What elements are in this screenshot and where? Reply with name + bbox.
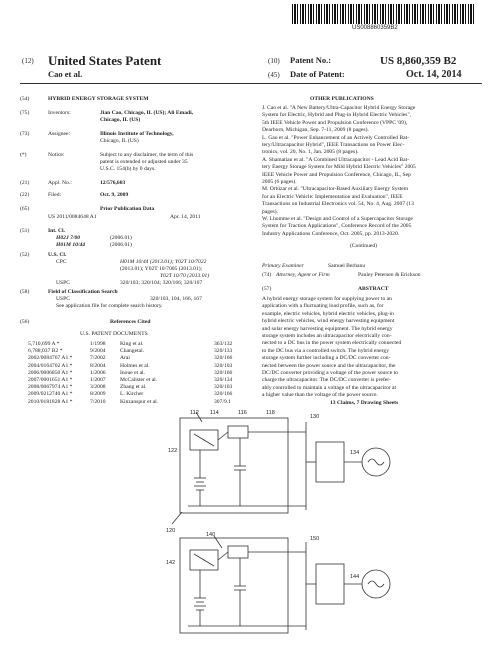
barcode-number: US008860359B2 bbox=[352, 25, 398, 31]
abstract-line: charge the ultracapacitor. The DC/DC converter is prefer- bbox=[262, 377, 391, 384]
patent-no-code: (10) bbox=[268, 57, 280, 65]
reference-cl: 320/103 bbox=[214, 362, 233, 369]
appl-number: 12/576,603 bbox=[100, 180, 126, 186]
invention-title: HYBRID ENERGY STORAGE SYSTEM bbox=[48, 96, 149, 102]
notice-label: Notice: bbox=[48, 152, 65, 158]
prior-pub: US 2011/0084648 A1 bbox=[48, 214, 97, 220]
switch-block-2 bbox=[228, 546, 248, 558]
publication-line: System for Traction Applications", Conference Record of the 2005 bbox=[262, 223, 412, 230]
examiner-name: Samuel Berhanu bbox=[328, 263, 366, 269]
uscl-code: (52) bbox=[20, 252, 30, 258]
reference-date: 1/1998 bbox=[90, 341, 106, 347]
reference-date: 7/2010 bbox=[90, 398, 106, 405]
prior-code: (65) bbox=[20, 206, 30, 212]
publication-line: M. Ortúzar et al. "Ultracapacitor-Based Auxiliary Energy System bbox=[262, 186, 409, 193]
attorney-label: Attorney, Agent or Firm bbox=[276, 272, 330, 278]
inventor-short: Cao et al. bbox=[48, 69, 83, 79]
publication-line: Transactions on Industrial Electronics vol. 54, No. 4, Aug. 2007 (13 bbox=[262, 201, 414, 208]
assignee-label: Assignee: bbox=[48, 131, 71, 137]
reference-name: L. Kircher bbox=[120, 391, 144, 398]
intcl-1: H02J 7/00 bbox=[56, 235, 81, 241]
ref-142: 142 bbox=[166, 560, 176, 566]
reference-cl: 320/166 bbox=[214, 355, 233, 362]
reference-name: Changetal. bbox=[120, 348, 145, 355]
patent-title: United States Patent bbox=[48, 53, 162, 68]
publication-line: IEEE Vehicle Power and Propulsion Conference, Chicago, IL, Sep bbox=[262, 171, 411, 178]
abstract-line: nected between the power source and the ultracapacitor, the bbox=[262, 362, 396, 369]
publication-line: tery/Ultracapacitor Hybrid", IEEE Transactions on Power Elec- bbox=[262, 142, 405, 148]
examiner-label: Primary Examiner bbox=[262, 263, 304, 269]
reference-name: McCalister et al. bbox=[120, 377, 158, 383]
refs-heading: References Cited bbox=[110, 319, 151, 325]
reference-name: Inoue et al. bbox=[120, 369, 146, 376]
filed-date: Oct. 9, 2009 bbox=[100, 192, 129, 198]
reference-row bbox=[28, 370, 248, 377]
reference-no: 6,788,037 B2 * bbox=[28, 348, 63, 355]
cpc-line-2: (2013.01); Y02T 10/7005 (2013.01); bbox=[120, 266, 203, 272]
reference-date: 9/2004 bbox=[90, 348, 106, 355]
abstract-line: application with a fluctuating load profile, such as, for bbox=[262, 303, 384, 310]
reference-no: 5,710,699 A * bbox=[28, 341, 60, 347]
field-label: Field of Classification Search bbox=[48, 289, 118, 295]
reference-name: Kinzanspur et al. bbox=[120, 398, 159, 405]
inverter-block bbox=[316, 442, 344, 482]
intcl-2-date: (2006.01) bbox=[110, 242, 132, 248]
inventors-code: (75) bbox=[20, 110, 30, 116]
abstract-code: (57) bbox=[262, 286, 272, 292]
country-code: (12) bbox=[22, 57, 34, 65]
reference-no: 2004/0164702 A1 * bbox=[28, 362, 73, 369]
continued-note: (Continued) bbox=[350, 243, 378, 249]
publication-line: A. Shamatian et al. "A Combined Ultracapacitor - Lead Acid Bat- bbox=[262, 156, 410, 163]
representative-drawing bbox=[110, 408, 410, 638]
intcl-2: H01M 10/44 bbox=[56, 242, 86, 248]
reference-no: 2007/0001651 A1 * bbox=[28, 377, 73, 383]
inventors-line-1: Jian Cao, Chicago, IL (US); Ali Emadi, bbox=[100, 110, 194, 116]
reference-name: Holmes et al. bbox=[120, 362, 150, 369]
notice-code: (*) bbox=[20, 152, 27, 158]
abstract-line: and solar energy harvesting equipment. The hybrid energy bbox=[262, 325, 393, 332]
abstract-line: hybrid electric vehicles, wind energy harvesting equipment bbox=[262, 318, 395, 325]
reference-no: 2010/0181828 A1 * bbox=[28, 398, 73, 405]
ref-150: 150 bbox=[310, 536, 320, 542]
publication-line: Industry Applications Conference, Oct. 2005, pp. 2013-2020. bbox=[262, 230, 400, 237]
attorney-name: Pauley Petersen & Erickson bbox=[358, 272, 421, 278]
uspc-value: 320/103; 320/104; 320/166; 320/167 bbox=[120, 280, 203, 286]
abstract-line: storage system includes an ultracapacitor electrically con- bbox=[262, 333, 392, 339]
reference-date: 3/2008 bbox=[90, 384, 106, 391]
publication-line: for an Electric Vehicle: Implementation and Evaluation", IEEE bbox=[262, 193, 403, 200]
reference-cl: 320/134 bbox=[214, 377, 233, 383]
publication-line: System for Electric, Hybrid and Plug-in Hybrid Electric Vehicles", bbox=[262, 112, 412, 119]
ref-120: 120 bbox=[166, 528, 176, 534]
reference-name: King et al. bbox=[120, 341, 144, 347]
inventors-label: Inventors: bbox=[48, 110, 71, 116]
publication-line: tronics, vol. 20, No. 1, Jan. 2005 (8 pages). bbox=[262, 149, 359, 156]
reference-date: 8/2009 bbox=[90, 391, 106, 398]
appl-code: (21) bbox=[20, 180, 30, 186]
reference-cl: 320/166 bbox=[214, 391, 233, 398]
reference-row bbox=[28, 391, 248, 398]
abstract-line: storage system further including a DC/DC converter con- bbox=[262, 355, 391, 362]
abstract-line: nected to a DC bus in the power system electrically connected bbox=[262, 340, 402, 347]
intcl-label: Int. Cl. bbox=[48, 228, 65, 234]
field-code: (58) bbox=[20, 289, 30, 295]
header-rule bbox=[20, 83, 482, 84]
reference-name: Zhang et al. bbox=[120, 384, 147, 391]
abstract-line: ably controlled to maintain a voltage of the ultracapacitor at bbox=[262, 384, 397, 391]
refs-code: (56) bbox=[20, 319, 30, 325]
notice-line-1: Subject to any disclaimer, the term of this bbox=[100, 152, 194, 158]
reference-row bbox=[28, 341, 248, 348]
notice-line-3: U.S.C. 154(b) by 0 days. bbox=[100, 166, 156, 172]
notice-line-2: patent is extended or adjusted under 35 bbox=[100, 159, 188, 165]
abstract-line: to the DC bus via a controlled switch. The hybrid energy bbox=[262, 347, 390, 354]
reference-cl: 320/133 bbox=[214, 348, 233, 355]
cpc-line-1: H01M 10/44 (2013.01); Y02T 10/7022 bbox=[120, 259, 207, 265]
reference-row bbox=[28, 399, 248, 406]
reference-cl: 320/166 bbox=[214, 369, 233, 376]
title-code: (54) bbox=[20, 96, 30, 102]
reference-row bbox=[28, 363, 248, 370]
reference-no: 2002/0084767 A1 * bbox=[28, 355, 73, 362]
publication-line: Dearborn, Michigan, Sep. 7-11, 2009 (8 pages). bbox=[262, 127, 369, 134]
abstract-line: A hybrid energy storage system for supplying power to an bbox=[262, 296, 392, 302]
publication-line: 5th IEEE Vehicle Power and Propulsion Conference (VPPC '09), bbox=[262, 119, 408, 126]
reference-cl: 363/132 bbox=[214, 341, 233, 347]
abstract-line: example, electric vehicles, hybrid electric vehicles, plug-in bbox=[262, 310, 394, 317]
intcl-code: (51) bbox=[20, 228, 30, 234]
prior-heading: Prior Publication Data bbox=[100, 206, 155, 212]
refs-subheading: U.S. PATENT DOCUMENTS bbox=[80, 331, 148, 337]
assignee-line-2: Chicago, IL (US) bbox=[100, 138, 139, 144]
inverter-block-2 bbox=[316, 564, 344, 604]
ref-118: 118 bbox=[266, 410, 275, 416]
patent-no-label: Patent No.: bbox=[290, 55, 332, 65]
ref-116: 116 bbox=[238, 410, 247, 416]
cpc-label: CPC bbox=[56, 259, 67, 265]
field-uspc-value: 320/103, 104, 166, 167 bbox=[150, 296, 202, 302]
filed-label: Filed: bbox=[48, 192, 62, 198]
date-code: (45) bbox=[268, 71, 280, 79]
reference-row bbox=[28, 348, 248, 355]
uspc-label: USPC bbox=[56, 280, 70, 286]
reference-row bbox=[28, 377, 248, 384]
reference-row bbox=[28, 384, 248, 391]
ref-144: 144 bbox=[350, 574, 360, 580]
appl-label: Appl. No.: bbox=[48, 180, 72, 186]
assignee-line-1: Illinois Institute of Technology, bbox=[100, 131, 174, 137]
reference-row bbox=[28, 355, 248, 362]
publication-line: W. Lhomme et al. "Design and Control of a Supercapacitor Storage bbox=[262, 216, 413, 222]
reference-no: 2006/0006850 A1 * bbox=[28, 369, 73, 376]
reference-date: 7/2002 bbox=[90, 355, 106, 362]
switch-block bbox=[228, 426, 248, 438]
date-label: Date of Patent: bbox=[290, 69, 345, 79]
ref-114: 114 bbox=[210, 410, 219, 416]
field-see: See application file for complete search history. bbox=[56, 303, 163, 309]
publication-line: L. Gao et al. "Power Enhancement of an Actively Controlled Bat- bbox=[262, 134, 410, 141]
ref-122: 122 bbox=[168, 448, 178, 454]
intcl-1-date: (2006.01) bbox=[110, 235, 132, 241]
abstract-heading: ABSTRACT bbox=[358, 286, 389, 292]
uscl-label: U.S. Cl. bbox=[48, 252, 67, 258]
publication-line: 2005 (6 pages). bbox=[262, 179, 297, 185]
ref-134: 134 bbox=[350, 450, 360, 456]
reference-name: Arai bbox=[120, 355, 130, 362]
reference-date: 8/2004 bbox=[90, 362, 106, 369]
barcode bbox=[292, 4, 476, 24]
attorney-code: (74) bbox=[262, 272, 272, 278]
cpc-line-3: Y02T 10/70 (2013.01) bbox=[160, 273, 210, 279]
reference-no: 2008/0067974 A1 * bbox=[28, 384, 73, 391]
publication-line: pages). bbox=[262, 208, 278, 215]
reference-cl: 320/103 bbox=[214, 384, 233, 391]
filed-code: (22) bbox=[20, 192, 30, 198]
ref-140: 140 bbox=[206, 532, 216, 538]
ref-112: 112 bbox=[190, 410, 199, 416]
patent-date: Oct. 14, 2014 bbox=[406, 69, 462, 80]
ref-130: 130 bbox=[310, 414, 320, 420]
abstract-line: DC/DC converter providing a voltage of the power source to bbox=[262, 370, 398, 376]
field-uspc-label: USPC bbox=[56, 296, 70, 302]
publication-line: J. Cao et al. "A New Battery/Ultra-Capacitor Hybrid Energy Storage bbox=[262, 105, 416, 111]
patent-number: US 8,860,359 B2 bbox=[380, 55, 457, 67]
reference-cl: 307/9.1 bbox=[214, 398, 231, 405]
inventors-line-2: Chicago, IL (US) bbox=[100, 117, 141, 123]
publication-line: tery Energy Storage System for Mild Hybrid Electric Vehicles" 2005 bbox=[262, 164, 416, 171]
other-pubs-heading: OTHER PUBLICATIONS bbox=[310, 96, 374, 102]
reference-date: 1/2007 bbox=[90, 377, 106, 383]
reference-date: 1/2006 bbox=[90, 369, 106, 376]
assignee-code: (73) bbox=[20, 131, 30, 137]
abstract-line: a higher value than the voltage of the power source. bbox=[262, 392, 378, 399]
reference-no: 2009/0212740 A1 * bbox=[28, 391, 73, 398]
claims-count: 13 Claims, 7 Drawing Sheets bbox=[330, 400, 399, 406]
prior-date: Apr. 14, 2011 bbox=[170, 214, 201, 220]
